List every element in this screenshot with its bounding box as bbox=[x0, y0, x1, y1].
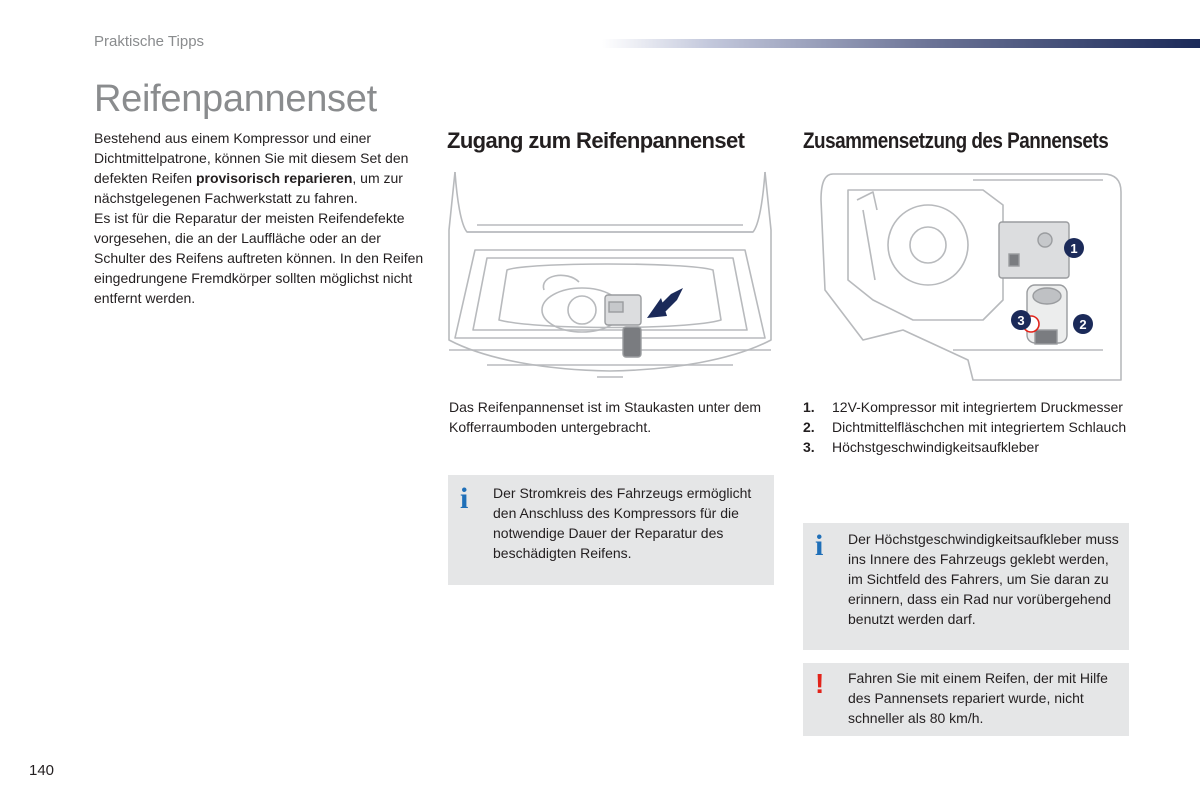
list-item bbox=[803, 437, 1129, 457]
intro-text bbox=[94, 128, 424, 308]
info-box-sticker-text: Der Höchstgeschwindigkeitsaufkleber muss ins Innere des Fahrzeugs geklebt werden, im Sichtfeld des Fahrers, um Sie daran zu erinnern, dass ein Rad nur vorübergehend benutzt werden darf. bbox=[848, 531, 1119, 627]
list-item-number: 2. bbox=[803, 419, 815, 435]
kit-drawing bbox=[803, 170, 1129, 388]
access-heading: Zugang zum Reifenpannenset bbox=[447, 128, 745, 153]
trunk-illustration bbox=[447, 170, 773, 388]
callout-2-label: 2 bbox=[1079, 317, 1087, 332]
intro-text-start: Bestehend aus einem Kompressor und einer Dichtmittelpatrone, können Sie mit diesem Set den defekten Reifen bbox=[94, 130, 409, 186]
info-icon: i bbox=[460, 482, 469, 515]
info-box-circuit bbox=[448, 475, 774, 585]
page-title: Reifenpannenset bbox=[94, 78, 377, 120]
warning-box-speed-text: Fahren Sie mit einem Reifen, der mit Hilfe des Pannensets repariert wurde, nicht schneller als 80 km/h. bbox=[848, 670, 1108, 726]
page-number: 140 bbox=[29, 762, 55, 779]
access-caption: Das Reifenpannenset ist im Staukasten unter dem Kofferraumboden untergebracht. bbox=[449, 399, 762, 435]
callout-3-label: 3 bbox=[1017, 313, 1025, 328]
callout-2 bbox=[1073, 314, 1093, 334]
list-item-number: 1. bbox=[803, 399, 815, 415]
intro-bold-phrase: provisorisch reparieren bbox=[195, 170, 353, 186]
list-item-number: 3. bbox=[803, 439, 815, 455]
header-gradient-bar bbox=[602, 39, 1200, 48]
list-item-text: 12V-Kompressor mit integriertem Druckmesser bbox=[832, 399, 1123, 415]
callout-3 bbox=[1011, 310, 1031, 330]
section-header: Praktische Tipps bbox=[94, 33, 205, 50]
callout-1 bbox=[1064, 238, 1084, 258]
list-item-text: Dichtmittelfläschchen mit integriertem Schlauch bbox=[832, 419, 1127, 435]
warning-icon: ! bbox=[815, 668, 825, 699]
info-box-circuit-text: Der Stromkreis des Fahrzeugs ermöglicht den Anschluss des Kompressors für die notwendige Dauer der Reparatur des beschädigten Reifens. bbox=[493, 485, 752, 561]
list-item bbox=[803, 417, 1129, 437]
trunk-drawing bbox=[447, 170, 773, 388]
warning-box-speed bbox=[803, 663, 1129, 736]
intro-paragraph-1 bbox=[94, 128, 424, 208]
list-item bbox=[803, 397, 1129, 417]
kit-illustration bbox=[803, 170, 1129, 388]
info-box-sticker bbox=[803, 523, 1129, 650]
callout-1-label: 1 bbox=[1070, 241, 1078, 256]
kit-heading: Zusammensetzung des Pannensets bbox=[803, 128, 1109, 153]
info-icon: i bbox=[815, 529, 824, 562]
kit-parts-list bbox=[803, 397, 1129, 457]
intro-text-end: , um zur nächstgelegenen Fachwerkstatt zu fahren. bbox=[94, 170, 403, 206]
list-item-text: Höchstgeschwindigkeitsaufkleber bbox=[832, 439, 1039, 455]
intro-paragraph-2: Es ist für die Reparatur der meisten Reifendefekte vorgesehen, die an der Lauffläche oder an der Schulter des Reifens auftreten können. In den Reifen eingedrungene Fremdkörper sollten möglichst nicht entfernt werden. bbox=[94, 210, 424, 306]
